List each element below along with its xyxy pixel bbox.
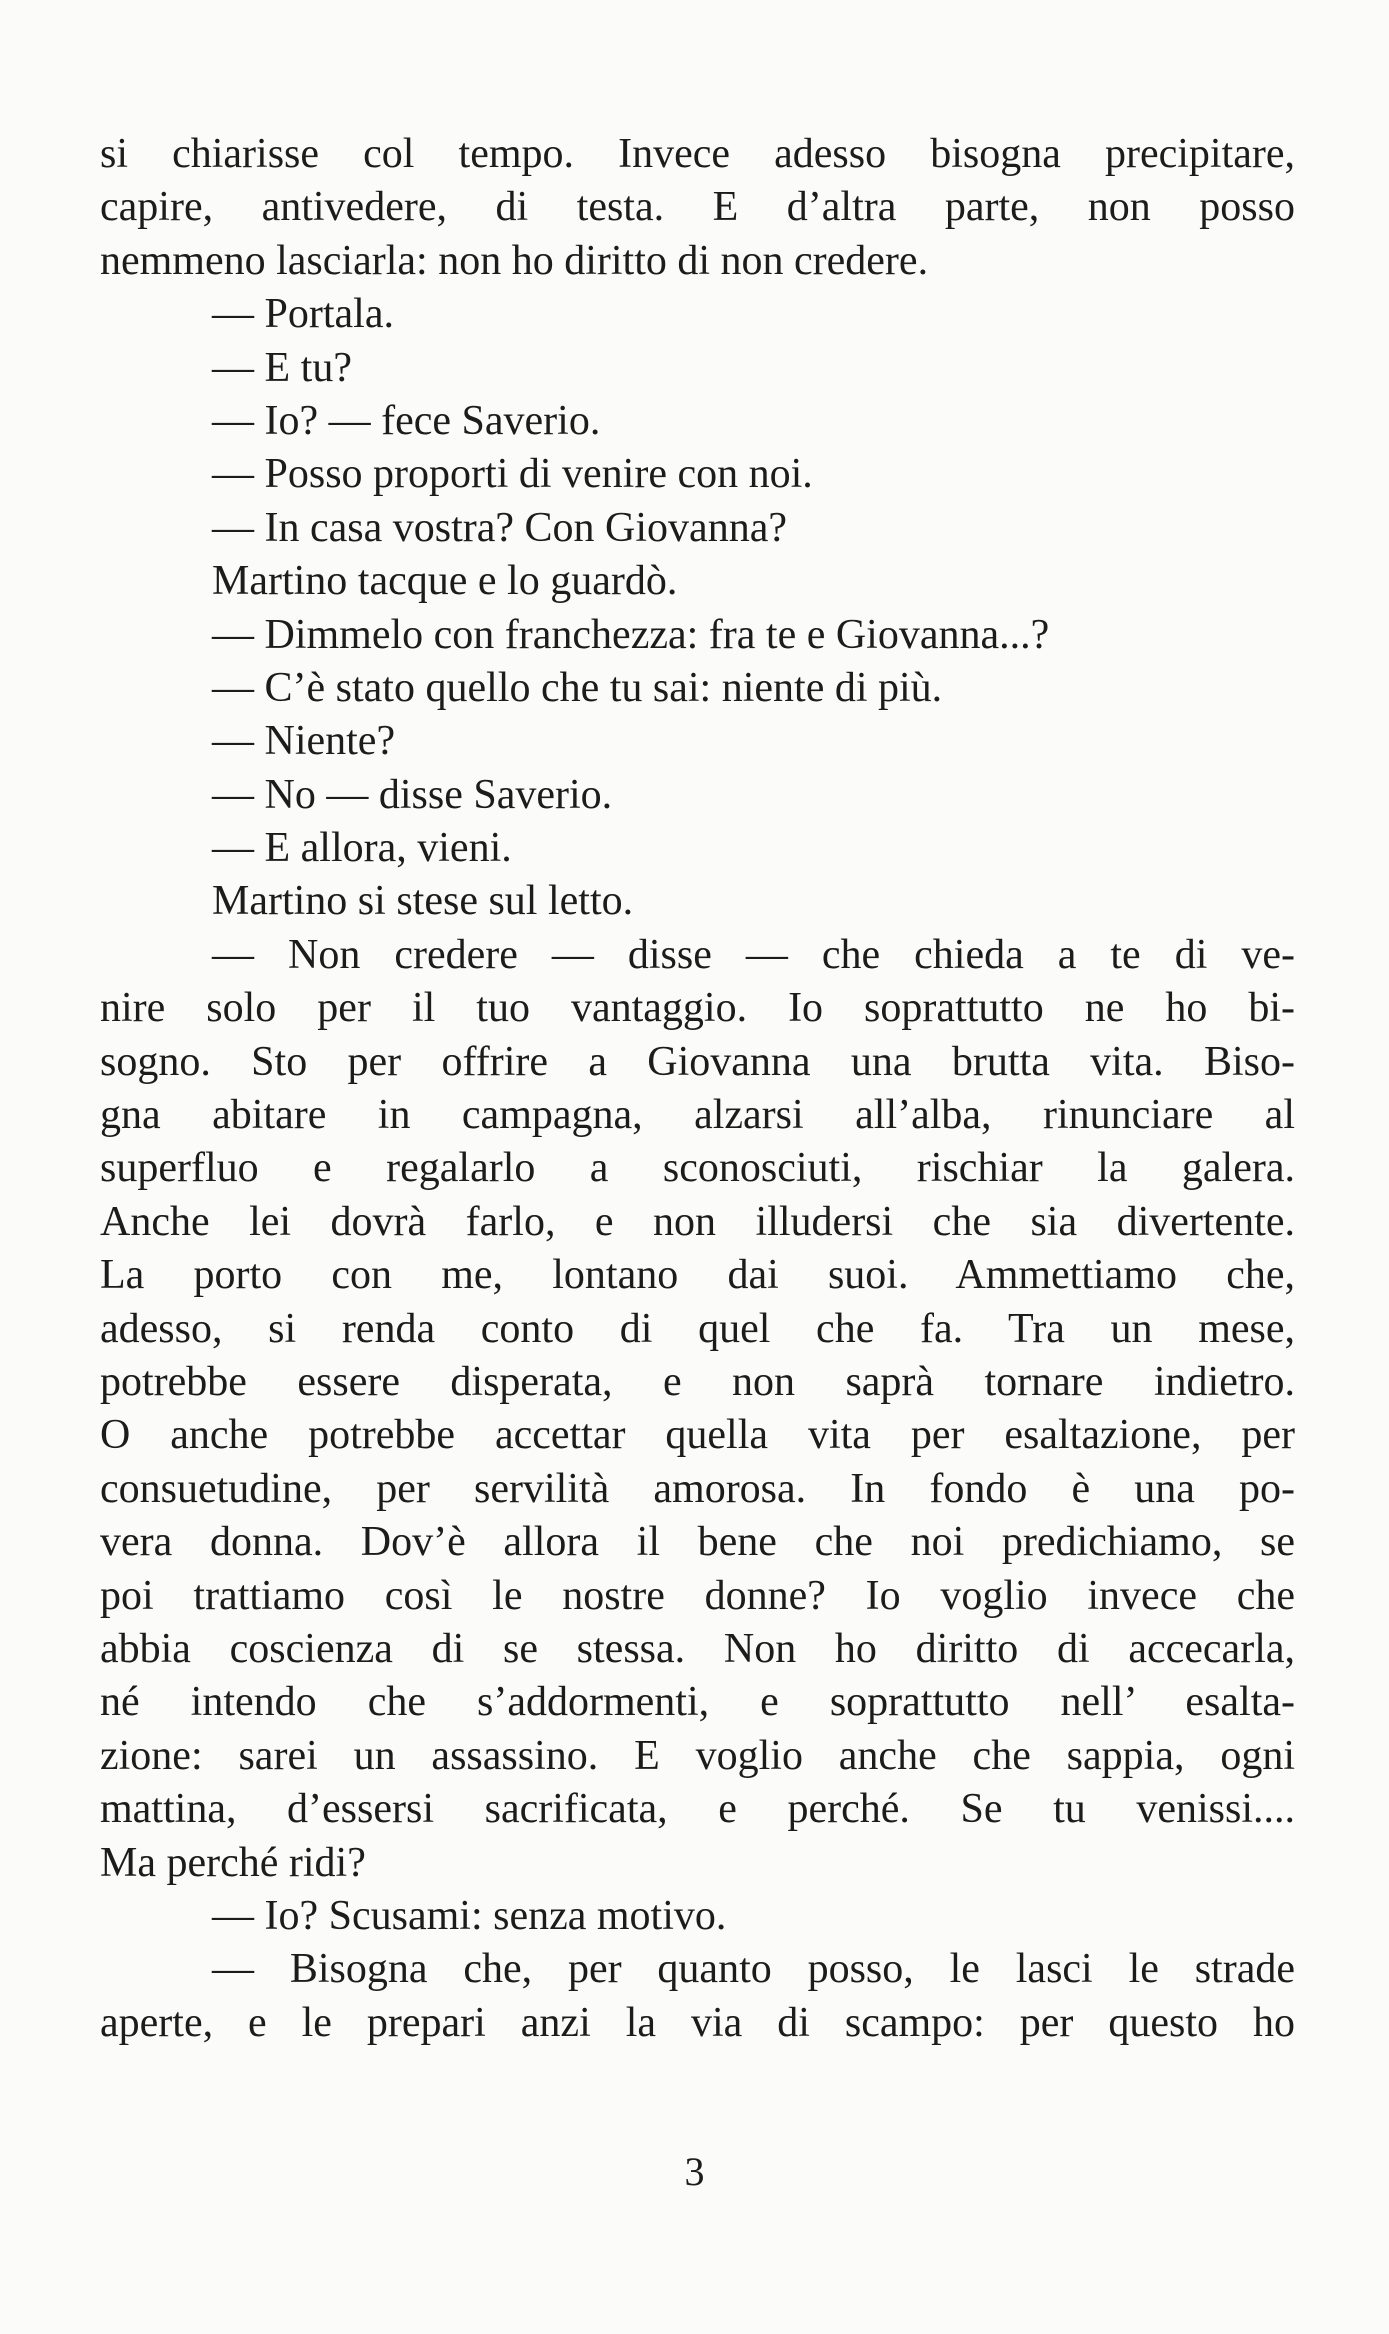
- text-line: superfluo e regalarlo a sconosciuti, rischiar la galera.: [100, 1145, 1295, 1192]
- text-line: abbia coscienza di se stessa. Non ho diritto di accecarla,: [100, 1625, 1295, 1672]
- text-line: — Non credere — disse — che chieda a te di ve-: [212, 931, 1295, 978]
- text-line: si chiarisse col tempo. Invece adesso bisogna precipitare,: [100, 131, 1295, 177]
- text-line: consuetudine, per servilità amorosa. In fondo è una po-: [100, 1465, 1295, 1512]
- text-line: — Posso proporti di venire con noi.: [212, 451, 813, 498]
- text-line: potrebbe essere disperata, e non saprà tornare indietro.: [100, 1358, 1295, 1405]
- text-line: nire solo per il tuo vantaggio. Io soprattutto ne ho bi-: [100, 985, 1295, 1032]
- text-line: adesso, si renda conto di quel che fa. Tra un mese,: [100, 1305, 1295, 1352]
- text-line: — Dimmelo con franchezza: fra te e Giovanna...?: [212, 611, 1050, 658]
- text-line: — Portala.: [212, 291, 394, 338]
- page-number: 3: [684, 2149, 705, 2194]
- text-line: Martino si stese sul letto.: [212, 878, 634, 925]
- text-line: nemmeno lasciarla: non ho diritto di non credere.: [100, 237, 929, 284]
- text-line: Ma perché ridi?: [100, 1839, 366, 1886]
- text-line: — Io? Scusami: senza motivo.: [212, 1892, 727, 1939]
- text-line: gna abitare in campagna, alzarsi all’alba, rinunciare al: [100, 1092, 1295, 1139]
- text-line: La porto con me, lontano dai suoi. Ammettiamo che,: [100, 1252, 1295, 1299]
- text-line: O anche potrebbe accettar quella vita per esaltazione, per: [100, 1412, 1295, 1459]
- text-line: — Niente?: [212, 718, 396, 765]
- text-line: — Io? — fece Saverio.: [212, 397, 601, 444]
- text-line: aperte, e le prepari anzi la via di scampo: per questo ho: [100, 1999, 1295, 2046]
- text-line: — Bisogna che, per quanto posso, le lasci le strade: [212, 1946, 1295, 1993]
- text-line: — E tu?: [212, 344, 352, 391]
- text-line: — In casa vostra? Con Giovanna?: [212, 504, 787, 551]
- text-line: mattina, d’essersi sacrificata, e perché. Se tu venissi....: [100, 1786, 1295, 1833]
- text-line: Anche lei dovrà farlo, e non illudersi che sia divertente.: [100, 1198, 1295, 1245]
- text-line: zione: sarei un assassino. E voglio anche che sappia, ogni: [100, 1732, 1295, 1779]
- text-line: sogno. Sto per offrire a Giovanna una brutta vita. Biso-: [100, 1038, 1295, 1085]
- text-line: — E allora, vieni.: [212, 825, 512, 872]
- text-line: vera donna. Dov’è allora il bene che noi predichiamo, se: [100, 1519, 1295, 1566]
- body-text: [100, 128, 1295, 2050]
- text-line: capire, antivedere, di testa. E d’altra parte, non posso: [100, 184, 1295, 231]
- text-line: Martino tacque e lo guardò.: [212, 558, 678, 605]
- text-line: — C’è stato quello che tu sai: niente di più.: [212, 664, 943, 711]
- text-line: — No — disse Saverio.: [212, 771, 613, 818]
- text-line: poi trattiamo così le nostre donne? Io voglio invece che: [100, 1572, 1295, 1619]
- text-line: né intendo che s’addormenti, e soprattutto nell’ esalta-: [100, 1679, 1295, 1726]
